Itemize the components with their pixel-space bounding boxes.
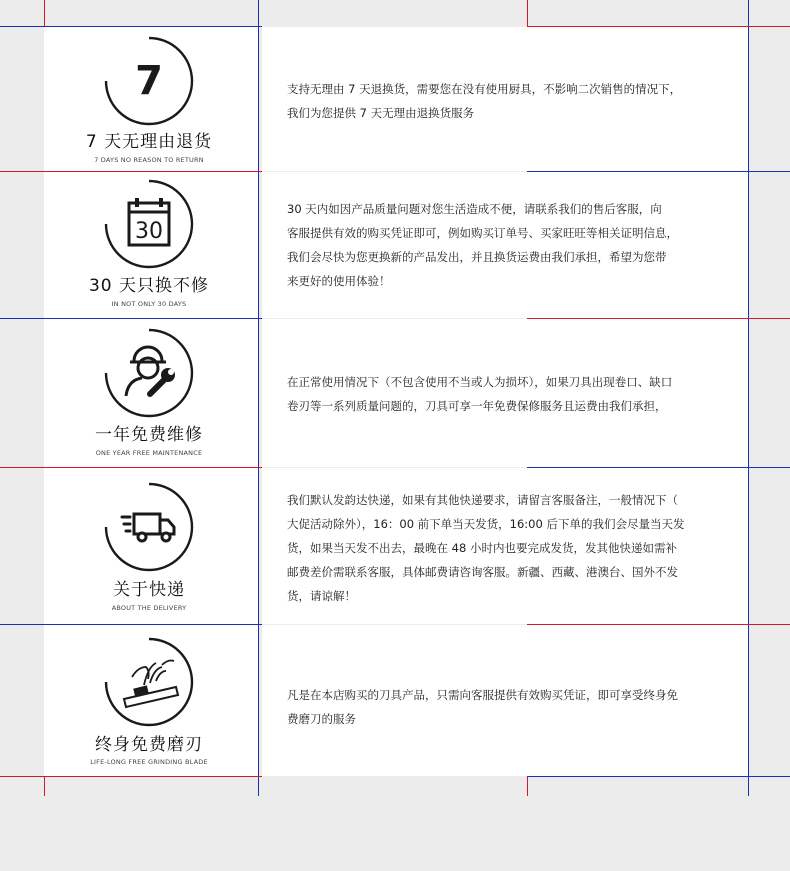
service-title: 终身免费磨刃 xyxy=(95,735,203,755)
description-line: 货，请谅解！ xyxy=(287,589,356,603)
service-description xyxy=(287,197,699,293)
service-title: 30 天只换不修 xyxy=(88,276,210,296)
knife-sharpening-icon xyxy=(104,637,194,727)
seven-icon-number: 7 xyxy=(135,58,163,104)
service-description xyxy=(287,488,699,608)
description-line: 费磨刀的服务 xyxy=(287,712,356,726)
service-subtitle: ABOUT THE DELIVERY xyxy=(111,604,187,612)
description-line: 邮费差价需联系客服，具体邮费请咨询客服。新疆、西藏、港澳台、国外不发 xyxy=(287,565,678,579)
description-line: 来更好的使用体验！ xyxy=(287,274,391,288)
description-line: 货，如果当天发不出去，最晚在 48 小时内也要完成发货，发其他快递如需补 xyxy=(287,541,677,555)
service-row-30-day-exchange xyxy=(0,172,790,318)
description-line: 在正常使用情况下（不包含使用不当或人为损坏），如果刀具出现卷口、缺口 xyxy=(287,375,673,389)
service-row-7-day-return xyxy=(0,27,790,171)
service-description xyxy=(287,370,699,418)
seven-icon xyxy=(104,36,194,126)
description-line: 大促活动除外），16：00 前下单当天发货，16:00 后下单的我们会尽量当天发 xyxy=(287,517,685,531)
service-title: 7 天无理由退货 xyxy=(85,132,213,152)
service-title: 关于快递 xyxy=(113,580,185,600)
description-line: 30 天内如因产品质量问题对您生活造成不便，请联系我们的售后客服，向 xyxy=(287,202,662,216)
calendar-icon xyxy=(104,179,194,269)
service-subtitle: 7 DAYS NO REASON TO RETURN xyxy=(94,156,204,164)
description-line: 我们会尽快为您更换新的产品发出，并且换货运费由我们承担，希望为您带 xyxy=(287,250,667,264)
service-description xyxy=(287,683,699,731)
service-title: 一年免费维修 xyxy=(95,425,203,445)
service-subtitle: ONE YEAR FREE MAINTENANCE xyxy=(95,449,203,457)
service-row-free-grinding xyxy=(0,625,790,776)
delivery-truck-icon xyxy=(104,482,194,572)
description-line: 凡是在本店购买的刀具产品，只需向客服提供有效购买凭证，即可享受终身免 xyxy=(287,688,678,702)
repair-person-icon xyxy=(104,328,194,418)
service-row-free-maintenance xyxy=(0,319,790,467)
description-line: 客服提供有效的购买凭证即可，例如购买订单号、买家旺旺等相关证明信息， xyxy=(287,226,678,240)
description-line: 支持无理由 7 天退换货，需要您在没有使用厨具，不影响二次销售的情况下， xyxy=(287,82,682,96)
description-line: 卷刃等一系列质量问题的，刀具可享一年免费保修服务且运费由我们承担， xyxy=(287,399,667,413)
service-row-delivery xyxy=(0,468,790,624)
description-line: 我们为您提供 7 天无理由退换货服务 xyxy=(287,106,475,120)
description-line: 我们默认发韵达快递，如果有其他快递要求，请留言客服备注，一般情况下（ xyxy=(287,493,678,507)
service-description xyxy=(287,77,699,125)
service-subtitle: IN NOT ONLY 30 DAYS xyxy=(111,300,187,308)
service-subtitle: LIFE-LONG FREE GRINDING BLADE xyxy=(90,758,208,766)
calendar-icon-number: 30 xyxy=(135,219,163,244)
